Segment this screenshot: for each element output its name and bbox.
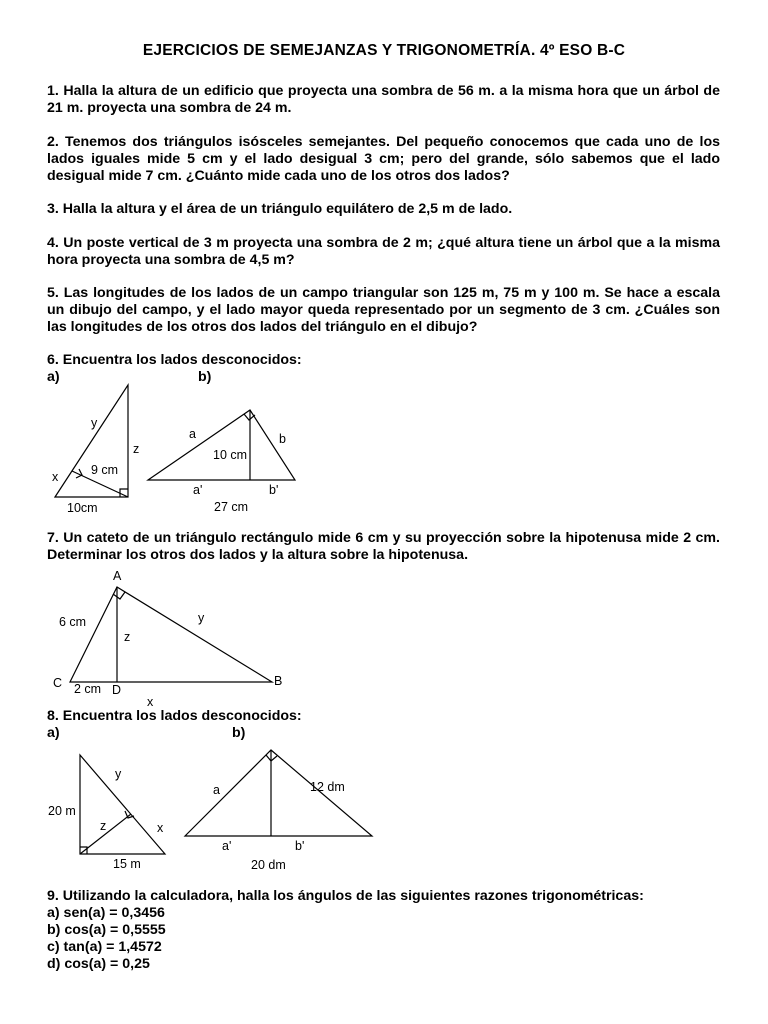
- fig8a-label-y: y: [115, 767, 122, 781]
- exercise-9-item-b: b) cos(a) = 0,5555: [47, 922, 166, 938]
- figure-8b: [180, 745, 380, 873]
- exercise-9-item-a: a) sen(a) = 0,3456: [47, 905, 165, 921]
- fig6a-label-y: y: [91, 416, 98, 430]
- exercise-6-label-b: b): [198, 369, 212, 385]
- fig6a-label-z: z: [133, 442, 140, 456]
- exercise-9-item-d: d) cos(a) = 0,25: [47, 956, 150, 972]
- fig7-vertex-a: A: [113, 569, 122, 583]
- fig6b-label-h: 10 cm: [213, 448, 248, 462]
- fig8b-label-side: 12 dm: [310, 780, 345, 794]
- fig8a-label-left: 20 m: [48, 804, 76, 818]
- fig8b-label-a2: a': [222, 839, 232, 853]
- fig6a-label-h: 9 cm: [91, 463, 119, 477]
- exercise-6-label-a: a): [47, 369, 60, 385]
- fig6b-label-b2: b': [269, 483, 279, 497]
- fig6b-label-b: b: [279, 432, 286, 446]
- fig8a-triangle: [80, 755, 165, 854]
- figure-7: [50, 566, 295, 709]
- exercise-1: 1. Halla la altura de un edificio que proyecta una sombra de 56 m. a la misma hora que un árbol de 21 m. proyecta una sombra de 24 m.: [47, 83, 720, 116]
- fig7-vertex-d: D: [112, 683, 122, 697]
- fig6b-triangle: [148, 410, 295, 480]
- fig7-vertex-c: C: [53, 676, 63, 690]
- fig7-label-proj: 2 cm: [74, 682, 102, 696]
- fig7-triangle: [70, 587, 272, 682]
- fig6b-label-a: a: [189, 427, 196, 441]
- fig7-label-x: x: [147, 695, 154, 709]
- exercise-8-label-b: b): [232, 725, 246, 741]
- figure-6b: [145, 405, 305, 515]
- exercise-4: 4. Un poste vertical de 3 m proyecta una sombra de 2 m; ¿qué altura tiene un árbol que a la misma hora proyecta una sombra de 4,5 m?: [47, 235, 720, 268]
- exercise-9-item-c: c) tan(a) = 1,4572: [47, 939, 162, 955]
- page-title: EJERCICIOS DE SEMEJANZAS Y TRIGONOMETRÍA. 4º ESO B-C: [142, 42, 626, 59]
- fig7-label-side: 6 cm: [59, 615, 87, 629]
- exercise-7: 7. Un cateto de un triángulo rectángulo mide 6 cm y su proyección sobre la hipotenusa mide 2 cm. Determinar los otros dos lados y la altura sobre la hipotenusa.: [47, 530, 720, 563]
- exercise-9: 9. Utilizando la calculadora, halla los ángulos de las siguientes razones trigonométricas:: [47, 888, 644, 904]
- exercise-6: 6. Encuentra los lados desconocidos:: [47, 352, 302, 368]
- fig7-vertex-b: B: [274, 674, 283, 688]
- fig8a-label-z: z: [100, 819, 107, 833]
- exercise-5: 5. Las longitudes de los lados de un campo triangular son 125 m, 75 m y 100 m. Se hace a escala un dibujo del campo, y el lado mayor queda representado por un segmento de 3 cm. ¿Cuáles son las longitudes de los otros dos lados del triángulo en el dibujo?: [47, 285, 720, 335]
- exercise-3: 3. Halla la altura y el área de un triángulo equilátero de 2,5 m de lado.: [47, 201, 513, 217]
- fig8b-label-base: 20 dm: [251, 858, 286, 872]
- fig8b-label-b2: b': [295, 839, 305, 853]
- fig7-label-z: z: [124, 630, 131, 644]
- fig6b-label-a2: a': [193, 483, 203, 497]
- fig8b-label-a: a: [213, 783, 220, 797]
- fig8a-label-base: 15 m: [113, 857, 141, 871]
- figure-8a: [45, 748, 175, 873]
- fig6b-label-base: 27 cm: [214, 500, 249, 514]
- fig8a-label-x: x: [157, 821, 164, 835]
- fig7-right-angle: [113, 592, 125, 599]
- fig6a-label-base: 10cm: [67, 501, 98, 515]
- fig6a-label-x: x: [52, 470, 59, 484]
- exercise-8-label-a: a): [47, 725, 60, 741]
- exercise-8: 8. Encuentra los lados desconocidos:: [47, 708, 302, 724]
- figure-6a: [45, 385, 140, 515]
- exercise-2: 2. Tenemos dos triángulos isósceles semejantes. Del pequeño conocemos que cada uno de los lados iguales mide 5 cm y el lado desigual 3 cm; pero del grande, sólo sabemos que el lado desigual mide 7 cm. ¿Cuánto mide cada uno de los otros dos lados?: [47, 134, 720, 184]
- fig7-label-y: y: [198, 611, 205, 625]
